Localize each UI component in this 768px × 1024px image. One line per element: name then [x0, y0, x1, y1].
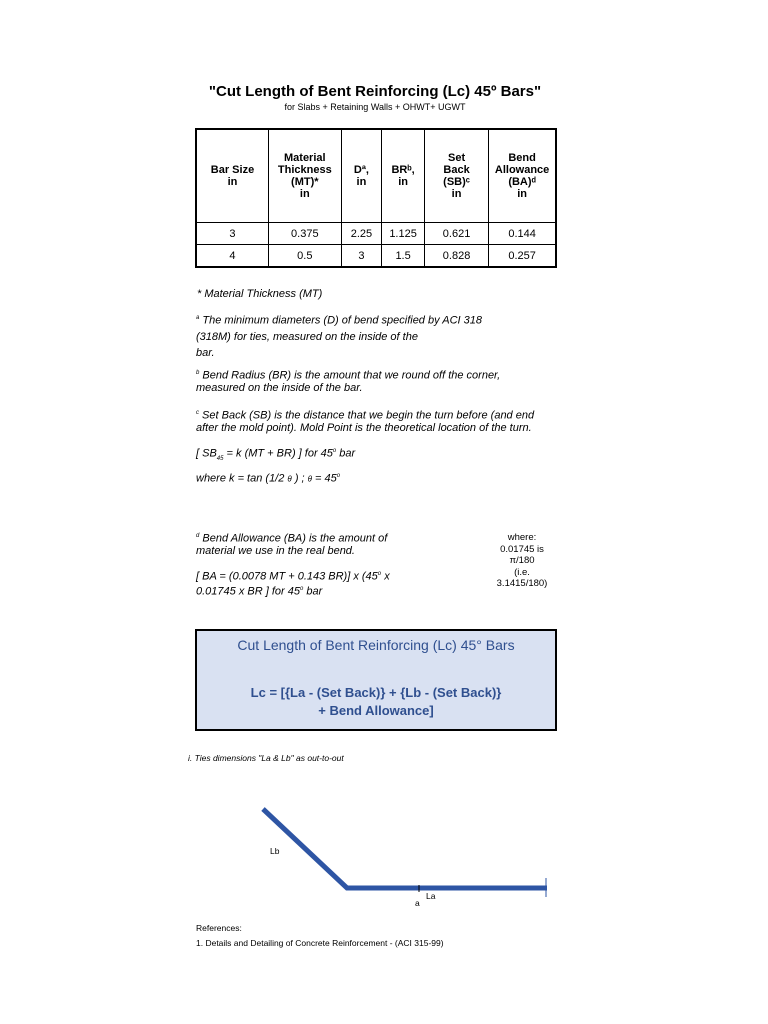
header-text: in: [356, 176, 367, 188]
formula-text: 0.01745 x BR ] for 45: [196, 585, 300, 598]
page-title: "Cut Length of Bent Reinforcing (Lc) 45º Bars": [208, 83, 542, 100]
header-text: Material: [284, 152, 326, 164]
table-cell: 0.375: [268, 223, 341, 245]
header-text: in: [517, 188, 527, 200]
label-a: a: [415, 898, 420, 908]
header-text: Bar Size: [210, 164, 255, 176]
footnote-mark-a: a: [196, 315, 200, 321]
formula-text: ) ;: [291, 472, 308, 485]
header-text: Set: [448, 152, 466, 164]
header-text: in: [227, 176, 238, 188]
reference-item: 1. Details and Detailing of Concrete Reinforcement - (ACI 315-99): [196, 938, 444, 948]
header-text: in: [398, 176, 408, 188]
table-cell: 2.25: [341, 223, 382, 245]
table-cell: 0.621: [424, 223, 488, 245]
note-text: measured on the inside of the bar.: [196, 382, 363, 395]
table-cell: 4: [196, 245, 268, 268]
note-text: bar.: [196, 346, 215, 359]
table-cell: 0.5: [268, 245, 341, 268]
theta-symbol: θ: [287, 474, 292, 484]
equation-line: + Bend Allowance]: [318, 703, 434, 718]
ties-dimension-note: i. Ties dimensions "La & Lb" as out-to-out: [188, 753, 344, 763]
table-cell: 0.828: [424, 245, 488, 268]
note-text: after the mold point). Mold Point is the theoretical location of the turn.: [196, 422, 532, 435]
table-cell: 3: [196, 223, 268, 245]
degree-mark: o: [299, 586, 304, 593]
formula-text: = k (MT + BR) ] for 45: [223, 447, 333, 460]
formula-subscript: 45: [216, 455, 224, 462]
header-text: (MT)*: [291, 176, 319, 188]
formula-text: x: [381, 570, 390, 583]
header-text: Back: [443, 164, 470, 176]
header-text: BRᵇ,: [391, 164, 415, 176]
equation-line: Lc = [{La - (Set Back)} + {Lb - (Set Back)}: [250, 685, 502, 700]
table-cell: 0.257: [489, 245, 556, 268]
header-text: in: [299, 188, 310, 200]
note-text: Bend Radius (BR) is the amount that we round off the corner,: [199, 369, 501, 382]
footnote-mark-b: b: [196, 370, 200, 376]
bent-bar-shape: [263, 809, 547, 888]
header-text: (BA)ᵈ: [508, 176, 536, 188]
note-text: The minimum diameters (D) of bend specified by ACI 318: [199, 314, 482, 327]
formula-text: bar: [303, 585, 323, 598]
header-text: in: [451, 188, 462, 200]
formula-text: [ BA = (0.0078 MT + 0.143 BR)] x (45: [196, 570, 378, 583]
formula-box-title: Cut Length of Bent Reinforcing (Lc) 45° Bars: [237, 637, 515, 653]
where-text: 3.1415/180): [496, 578, 548, 589]
note-text: (318M) for ties, measured on the inside of the: [196, 330, 418, 343]
formula-text: [ SB: [196, 447, 217, 460]
where-text: (i.e.: [514, 566, 530, 578]
header-text: Dª,: [353, 164, 369, 176]
note-material-thickness: * Material Thickness (MT): [197, 288, 323, 300]
table-cell: 1.5: [382, 245, 425, 268]
theta-symbol: θ: [307, 474, 312, 484]
where-text: π/180: [509, 555, 535, 566]
note-text: material we use in the real bend.: [196, 545, 355, 558]
formula-text: = 45: [312, 472, 337, 485]
note-text: Set Back (SB) is the distance that we begin the turn before (and end: [199, 409, 535, 422]
header-text: (SB)ᶜ: [443, 176, 470, 188]
formula-text: bar: [336, 447, 356, 460]
table-cell: 0.144: [489, 223, 556, 245]
table-cell: 1.125: [382, 223, 425, 245]
references-heading: References:: [196, 923, 242, 933]
table-cell: 3: [341, 245, 382, 268]
footnote-mark-c: c: [196, 410, 199, 416]
header-text: Allowance: [494, 164, 550, 176]
header-text: Thickness: [277, 164, 332, 176]
note-text: Bend Allowance (BA) is the amount of: [199, 532, 388, 545]
footnote-mark-d: d: [196, 533, 200, 539]
header-text: Bend: [508, 152, 536, 164]
degree-mark: o: [332, 448, 337, 454]
formula-text: where k = tan (1/2: [196, 472, 288, 485]
degree-mark: o: [336, 473, 341, 479]
label-lb: Lb: [270, 846, 280, 856]
where-text: where:: [507, 532, 537, 543]
where-text: 0.01745 is: [500, 543, 544, 555]
page-subtitle: for Slabs + Retaining Walls + OHWT+ UGWT: [284, 102, 466, 112]
label-la: La: [426, 891, 436, 901]
degree-mark: o: [377, 571, 382, 577]
